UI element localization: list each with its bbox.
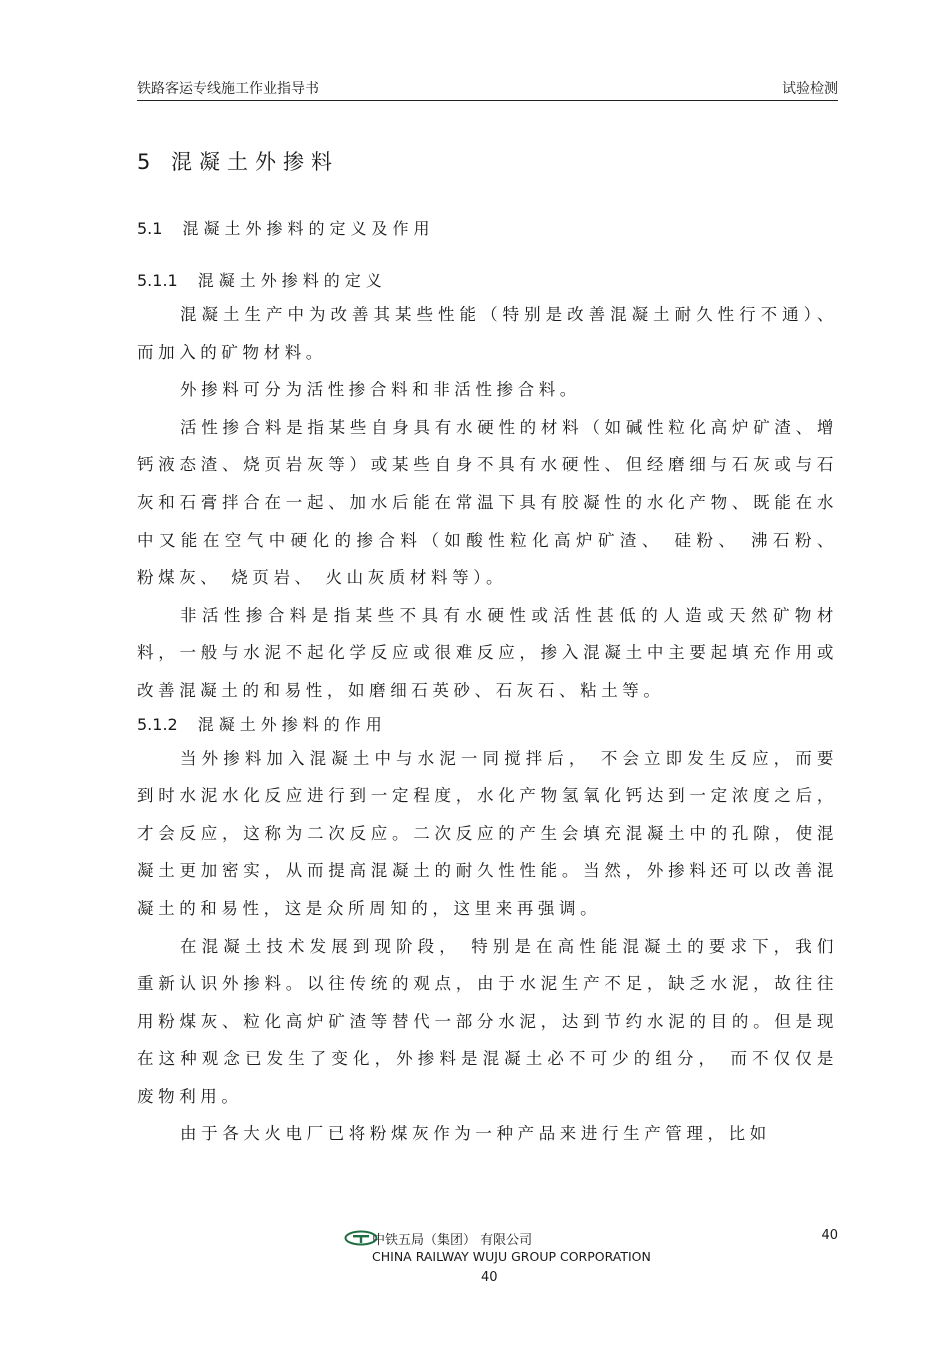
header-doc-title: 铁路客运专线施工作业指导书 [137, 81, 319, 97]
paragraph: 在混凝土技术发展到现阶段， 特别是在高性能混凝土的要求下，我们重新认识外掺料。以往传统的观点，由于水泥生产不足，缺乏水泥，故往往用粉煤灰、粒化高炉矿渣等替代一部分水泥，达到节约水泥的目的。但是现在这种观念已发生了变化，外掺料是混凝土必不可少的组分， 而不仅仅是废物利用。 [137, 936, 838, 1106]
paragraph: 混凝土生产中为改善其某些性能（特别是改善混凝土耐久性行不通）、 而加入的矿物材料。 [137, 305, 838, 362]
subsection-title: 混凝土外掺料的作用 [197, 714, 387, 734]
subsection-number: 5.1.2 [137, 714, 178, 734]
company-name-cn: 中铁五局（集团） 有限公司 [372, 1233, 533, 1248]
subsection-number: 5.1.1 [137, 271, 178, 290]
paragraph: 活性掺合料是指某些自身具有水硬性的材料（如碱性粒化高炉矿渣、增钙液态渣、烧页岩灰等）或某些自身不具有水硬性、但经磨细与石灰或与石灰和石膏拌合在一起、加水后能在常温下具有胶凝性的水化产物、既能在水中又能在空气中硬化的掺合料（如酸性粒化高炉矿渣、 硅粉、 沸石粉、 粉煤灰、 烧页岩、 火山灰质材料等）。 [137, 417, 838, 588]
page-header [137, 74, 838, 101]
section-heading-5-1 [137, 214, 838, 244]
company-name-en: CHINA RAILWAY WUJU GROUP CORPORATION [372, 1249, 651, 1264]
chapter-title: 5 混凝土外掺料 [137, 150, 340, 174]
section-title: 混凝土外掺料的定义及作用 [182, 219, 435, 238]
section-number: 5.1 [137, 219, 163, 238]
header-section-name: 试验检测 [782, 81, 838, 97]
paragraph: 由于各大火电厂已将粉煤灰作为一种产品来进行生产管理，比如 [180, 1124, 771, 1144]
paragraph: 非活性掺合料是指某些不具有水硬性或活性甚低的人造或天然矿物材料，一般与水泥不起化学反应或很难反应，掺入混凝土中主要起填充作用或改善混凝土的和易性，如磨细石英砂、石灰石、粘土等。 [137, 605, 838, 700]
page-footer [0, 1226, 950, 1296]
paragraph: 外掺料可分为活性掺合料和非活性掺合料。 [180, 380, 581, 400]
subsection-title: 混凝土外掺料的定义 [197, 271, 387, 290]
paragraph: 当外掺料加入混凝土中与水泥一同搅拌后， 不会立即发生反应，而要到时水泥水化反应进行到一定程度，水化产物氢氧化钙达到一定浓度之后，才会反应，这称为二次反应。二次反应的产生会填充混凝土中的孔隙，使混凝土更加密实，从而提高混凝土的耐久性性能。当然，外掺料还可以改善混凝土的和易性，这是众所周知的，这里来再强调。 [137, 748, 838, 918]
page-body [137, 142, 838, 1153]
subsection-heading-5-1-1 [137, 266, 838, 296]
page-number-center: 40 [481, 1270, 498, 1285]
subsection-heading-5-1-2 [137, 710, 838, 740]
page-number: 40 [821, 1228, 838, 1243]
